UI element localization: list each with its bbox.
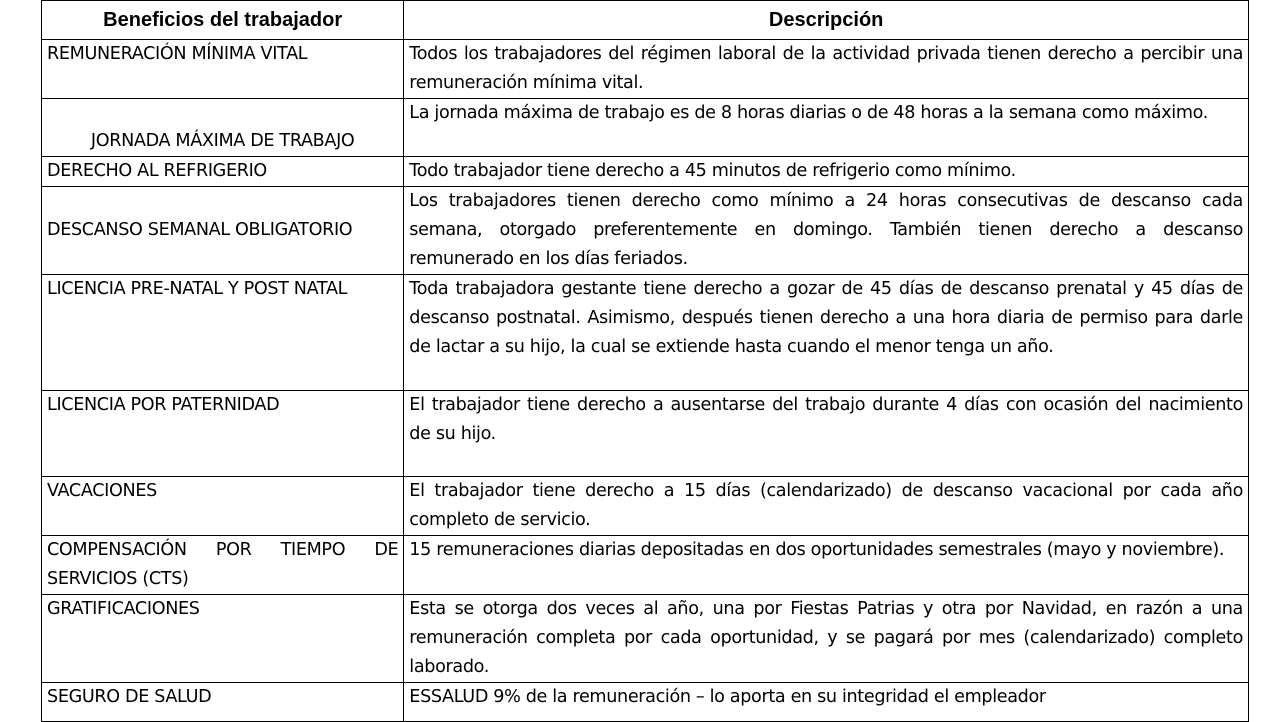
description-cell: ESSALUD 9% de la remuneración – lo aporta en su integridad el empleador [404, 683, 1249, 722]
table-row [42, 99, 1249, 157]
table-header-row [42, 1, 1249, 40]
table-row [42, 157, 1249, 187]
benefit-cell: GRATIFICACIONES [42, 595, 404, 683]
description-cell: Todos los trabajadores del régimen laboral de la actividad privada tienen derecho a percibir una remuneración mínima vital. [404, 40, 1249, 99]
benefit-cell: SEGURO DE SALUD [42, 683, 404, 722]
benefit-cell: COMPENSACIÓN POR TIEMPO DE SERVICIOS (CTS) [42, 536, 404, 595]
description-cell: La jornada máxima de trabajo es de 8 horas diarias o de 48 horas a la semana como máximo. [404, 99, 1249, 157]
header-benefit: Beneficios del trabajador [42, 1, 404, 40]
description-cell: Todo trabajador tiene derecho a 45 minutos de refrigerio como mínimo. [404, 157, 1249, 187]
benefit-cell: VACACIONES [42, 477, 404, 536]
description-cell: Esta se otorga dos veces al año, una por Fiestas Patrias y otra por Navidad, en razón a una remuneración completa por cada oportunidad, y se pagará por mes (calendarizado) completo laborado. [404, 595, 1249, 683]
benefit-cell: DESCANSO SEMANAL OBLIGATORIO [42, 187, 404, 275]
description-cell: Toda trabajadora gestante tiene derecho a gozar de 45 días de descanso prenatal y 45 días de descanso postnatal. Asimismo, después tienen derecho a una hora diaria de permiso para darle de lactar a su hijo, la cual se extiende hasta cuando el menor tenga un año. [404, 275, 1249, 391]
table-row [42, 275, 1249, 391]
table-row [42, 595, 1249, 683]
benefit-cell: JORNADA MÁXIMA DE TRABAJO [42, 99, 404, 157]
table-row [42, 187, 1249, 275]
table-row [42, 477, 1249, 536]
table-row [42, 536, 1249, 595]
table-row [42, 40, 1249, 99]
benefit-cell: DERECHO AL REFRIGERIO [42, 157, 404, 187]
benefits-table [41, 0, 1249, 722]
benefit-cell: LICENCIA POR PATERNIDAD [42, 391, 404, 477]
header-description: Descripción [404, 1, 1249, 40]
benefit-cell: REMUNERACIÓN MÍNIMA VITAL [42, 40, 404, 99]
table-row [42, 391, 1249, 477]
description-cell: 15 remuneraciones diarias depositadas en dos oportunidades semestrales (mayo y noviembre). [404, 536, 1249, 595]
table-row [42, 683, 1249, 722]
benefit-cell: LICENCIA PRE-NATAL Y POST NATAL [42, 275, 404, 391]
description-cell: El trabajador tiene derecho a 15 días (calendarizado) de descanso vacacional por cada año completo de servicio. [404, 477, 1249, 536]
description-cell: El trabajador tiene derecho a ausentarse del trabajo durante 4 días con ocasión del nacimiento de su hijo. [404, 391, 1249, 477]
description-cell: Los trabajadores tienen derecho como mínimo a 24 horas consecutivas de descanso cada semana, otorgado preferentemente en domingo. También tienen derecho a descanso remunerado en los días feriados. [404, 187, 1249, 275]
